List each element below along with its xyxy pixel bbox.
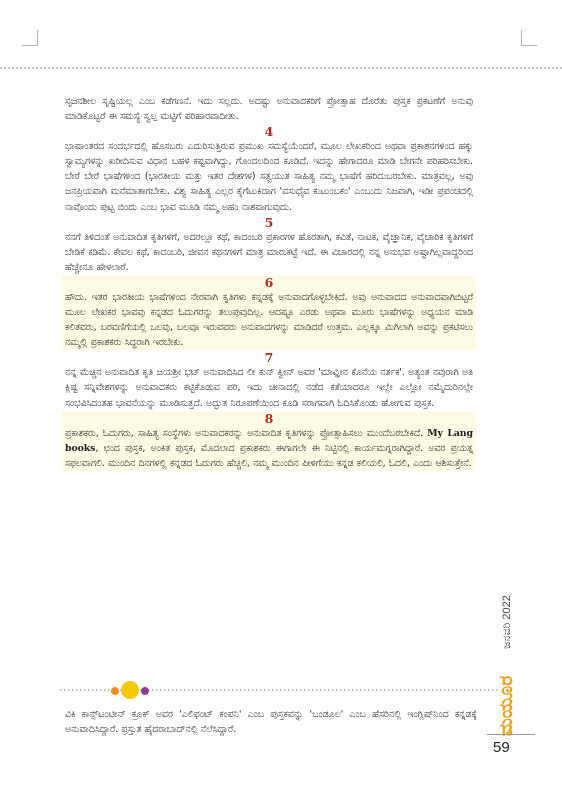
section-text: ಹೌದು. ಇತರ ಭಾರತೀಯ ಭಾಷೆಗಳಿಂದ ನೇರವಾಗಿ ಕೃತಿಗಳು ಕನ್ನಡಕ್ಕೆ ಅನುವಾದಗೊಳ್ಳಬೇಕಿದೆ. ಅವು ಅನುವಾದದ ಅನುವಾದವಾಗಿಬಿಟ್ಟರೆ ಮೂಲ ಲೇಖಕರ ಭಾವವು ಕನ್ನಡದ ಓದುಗರನ್ನು ತಲುಪುವುದಿಲ್ಲ. ಆದಷ್ಟೂ ಎರಡು ಅಥವಾ ಮೂರು ಭಾಷೆಗಳನ್ನು ಅಧ್ಯಯನ ಮಾಡಿ ಕಲಿತವರು, ಬರವಣಿಗೆಯಲ್ಲಿ ಒಲವು, ಬಲವೂ ಇರುವವರು ಅನುವಾದಗಳನ್ನು ಮಾಡಿದರೆ ಉತ್ತಮ. ಎಲ್ಲಕ್ಕೂ ಮಿಗಿಲಾಗಿ ಅವನ್ನು ಪ್ರಕಟಿಸಲು ನಮ್ಮಲ್ಲಿ ಪ್ರಕಾಶಕರು ಸಿದ್ಧರಾಗಿ ಇರಬೇಕು. <box>65 291 473 349</box>
sidebar-rule <box>487 734 535 735</box>
page-number: 59 <box>493 739 510 756</box>
mayura-logo <box>495 663 517 749</box>
crop-mark <box>521 30 522 46</box>
section-number: 4 <box>264 124 274 140</box>
dot-purple <box>141 687 149 695</box>
author-bio: ವಿಕಿ ಕಾನ್ಸ್‌ಟಂಟೀನ್ ಕ್ರೂಕ್ ಅವರ 'ಎಲಿಫಂಟ್ ಕಂಪನಿ' ಎಂಬ ಪುಸ್ತಕವನ್ನು 'ಬಂಡೂಲ' ಎಂಬ ಹೆಸರಿನಲ್ಲಿ ಇಂಗ್ಲಿಷ್‌ನಿಂದ ಕನ್ನಡಕ್ಕೆ ಅನುವಾದಿಸಿದ್ದಾರೆ. ಪ್ರಸ್ತುತ ಹೈದರಾಬಾದ್‌ನಲ್ಲಿ ನೆಲೆಸಿದ್ದಾರೆ. <box>65 709 477 735</box>
section-text: ಭಾಷಾಂತರದ ಸಂದರ್ಭದಲ್ಲಿ ಹೊಸಬರು ಎದುರಿಸುತ್ತಿರುವ ಪ್ರಮುಖ ಸಮಸ್ಯೆಯೆಂದರೆ, ಮೂಲ ಲೇಖಕರಿಂದ ಅಥವಾ ಪ್ರಕಾಶನಗಳಿಂದ ಹಕ್ಕು ಸ್ವಾಮ್ಯಗಳನ್ನು ಖರೀದಿಸುವ ವಿಧಾನ ಬಹಳ ಕಷ್ಟವಾಗಿದ್ದು, ಗೊಂದಲದಿಂದ ಕೂಡಿದೆ. ಇದನ್ನು ಹೇಗಾದರೂ ಮಾಡಿ ಬೇಗನೇ ಪರಿಹರಿಸಬೇಕು. ಬೇರೆ ಬೇರೆ ಭಾಷೆಗಳಿಂದ (ಭಾರತೀಯ ಮತ್ತು ಇತರ ದೇಶಗಳ) ಸತ್ವಯುತ ಸಾಹಿತ್ಯ ನಮ್ಮ ಭಾಷೆಗೆ ಹರಿದುಬರಬೇಕು. ಮಾತ್ರವಲ್ಲ, ಅವು ಜನಪ್ರಿಯವಾಗಿ ಮನೆಮಾತಾಗಬೇಕು. ವಿಶ್ವ ಸಾಹಿತ್ಯ ಎಲ್ಲರ ಕೈಗೆಟುಕಿದಾಗ 'ವಸುಧೈವ ಕುಟುಂಬಕಂ' ಎಂಬುದು ನಿಜವಾಗಿ, ಇಡೀ ಪ್ರಪಂಚದಲ್ಲಿ ನಾವೊಂದು ಪುಟ್ಟ ಬಿಂದು ಎಂಬ ಭಾವ ಮೂಡಿ ನಮ್ಮ ಅಹಂ ನಾಶವಾಗುವುದು. <box>65 141 473 213</box>
magazine-name: ಮಯೂರ <box>495 675 517 737</box>
text-before-bold: ಪ್ರಕಾಶಕರು, ಓದುಗರು, ಸಾಹಿತ್ಯ ಸಂಸ್ಥೆಗಳು ಅನುವಾದಕರನ್ನು ಅನುವಾದಿತ ಕೃತಿಗಳನ್ನು ಪ್ರೋತ್ಸಾಹಿಸಲು ಮುಂದೆಬರಬೇಕಿದೆ. <box>65 427 428 439</box>
section-number: 5 <box>264 214 274 230</box>
section-7 <box>65 351 473 410</box>
section-number: 7 <box>264 350 274 366</box>
dot-orange <box>111 687 119 695</box>
issue-date: ಜನವರಿ 2022 <box>501 595 513 649</box>
section-number: 6 <box>264 274 274 290</box>
crop-mark <box>37 30 38 46</box>
article-body <box>65 94 473 471</box>
dot-yellow <box>121 681 139 699</box>
decorative-divider <box>60 681 500 699</box>
section-text <box>65 426 473 471</box>
section-8 <box>62 412 476 471</box>
section-6 <box>62 276 476 350</box>
section-text: ನನಗೆ ತಿಳಿದಂತೆ ಅನುವಾದಿತ ಕೃತಿಗಳಿಗೆ, ಅದರಲ್ಲೂ ಕಥೆ, ಕಾದಂಬರಿ ಪ್ರಕಾರಗಳ ಹೊರತಾಗಿ, ಕವಿತೆ, ನಾಟಕ, ವೈಜ್ಞಾನಿಕ, ವೈಚಾರಿಕ ಕೃತಿಗಳಿಗೆ ಬೇಡಿಕೆ ಕಡಿಮೆ. ಕೇವಲ ಕಥೆ, ಕಾದಂಬರಿ, ಜೀವನ ಕಥನಗಳಿಗೆ ಮಾತ್ರ ಮಾರುಕಟ್ಟೆ ಇದೆ. ಈ ವಿಚಾರದಲ್ಲಿ ನನ್ನ ಅನುಭವ ಅಷ್ಟಾಗಿಲ್ಲವಾದ್ದರಿಂದ ಹೆಚ್ಚೇನೂ ಹೇಳಲಾರೆ. <box>65 231 473 273</box>
crop-mark <box>521 45 537 46</box>
publisher-name-bold: My Lang books <box>65 427 473 454</box>
crop-mark <box>22 45 38 46</box>
top-dotted-rule <box>0 67 562 69</box>
section-number: 8 <box>264 410 274 426</box>
intro-paragraph: ಸೃಜನಶೀಲ ಸೃಷ್ಟಿಯಲ್ಲ ಎಂಬ ಕಡೆಗಣನೆ. ಇದು ಸಲ್ಲದು. ಅದಷ್ಟು ಅನುವಾದಕರಿಗೆ ಪ್ರೋತ್ಸಾಹ ದೊರೆತು ಪುಸ್ತಕ ಪ್ರಕಟಣೆಗೆ ಅನುವು ಮಾಡಿಕೊಟ್ಟರೆ ಈ ಸಮಸ್ಯೆ ಸ್ವಲ್ಪ ಮಟ್ಟಿಗೆ ಪರಿಹಾರವಾದೀತು. <box>65 96 473 123</box>
section-text: ನನ್ನ ಮೆಚ್ಚಿನ ಅನುವಾದಿತ ಕೃತಿ ಜಯಶ್ರೀ ಭಟ್ ಅನುವಾದಿಸಿದ ಲೀ ಕುನ್ ಕ್ವೀನ್ ಅವರ 'ಮಾವ್ಞೀನ ಕೊನೆಯ ನರ್ತಕ'. ಅತ್ಯಂತ ನವುರಾಗಿ ಅತಿ ಕ್ಲಿಷ್ಟ ಸನ್ನಿವೇಶಗಳನ್ನು ಅನುವಾದಕರು ಕಟ್ಟಿಕೊಡುವ ಪರಿ, ಇದು ಚೀನಾದಲ್ಲಿ ನಡೆದ ಕತೆಯಾದರೂ ಇಲ್ಲೇ ಎಲ್ಲೋ ನಮ್ಮೆದುರಿನಲ್ಲೇ ಸಂಭವಿಸಿದಂತಹ ಭಾವನೆಯನ್ನು ಮೂಡಿಸುತ್ತದೆ. ಅದ್ಭುತ ನಿರೂಪಣೆಯಿಂದ ಕೂಡಿ ಸರಾಗವಾಗಿ ಓದಿಸಿಕೊಂಡು ಹೋಗುವ ಪುಸ್ತಕ. <box>65 367 473 409</box>
text-after-bold: , ಛಂದ ಪುಸ್ತಕ, ಅಂಕಿತ ಪುಸ್ತಕ, ಮೊದಲಾದ ಪ್ರಕಾಶಕರು ಈಗಾಗಲೇ ಈ ನಿಟ್ಟಿನಲ್ಲಿ ಕಾರ್ಯಮಗ್ನರಾಗಿದ್ದಾರೆ. ಅವರ ಪ್ರಯತ್ನ ಸಫಲವಾಗಲಿ. ಮುಂದಿನ ದಿನಗಳಲ್ಲಿ ಕನ್ನಡದ ಓದುಗರು ಹೆಚ್ಚಲಿ, ನಮ್ಮ ಮುಂದಿನ ಪೀಳಿಗೆಯು ಕನ್ನಡ ಕಲಿಯಲಿ, ಓದಲಿ, ಎಂದು ಆಶಿಸುತ್ತೇನೆ. <box>65 442 473 469</box>
section-5 <box>65 216 473 275</box>
section-4 <box>65 125 473 214</box>
